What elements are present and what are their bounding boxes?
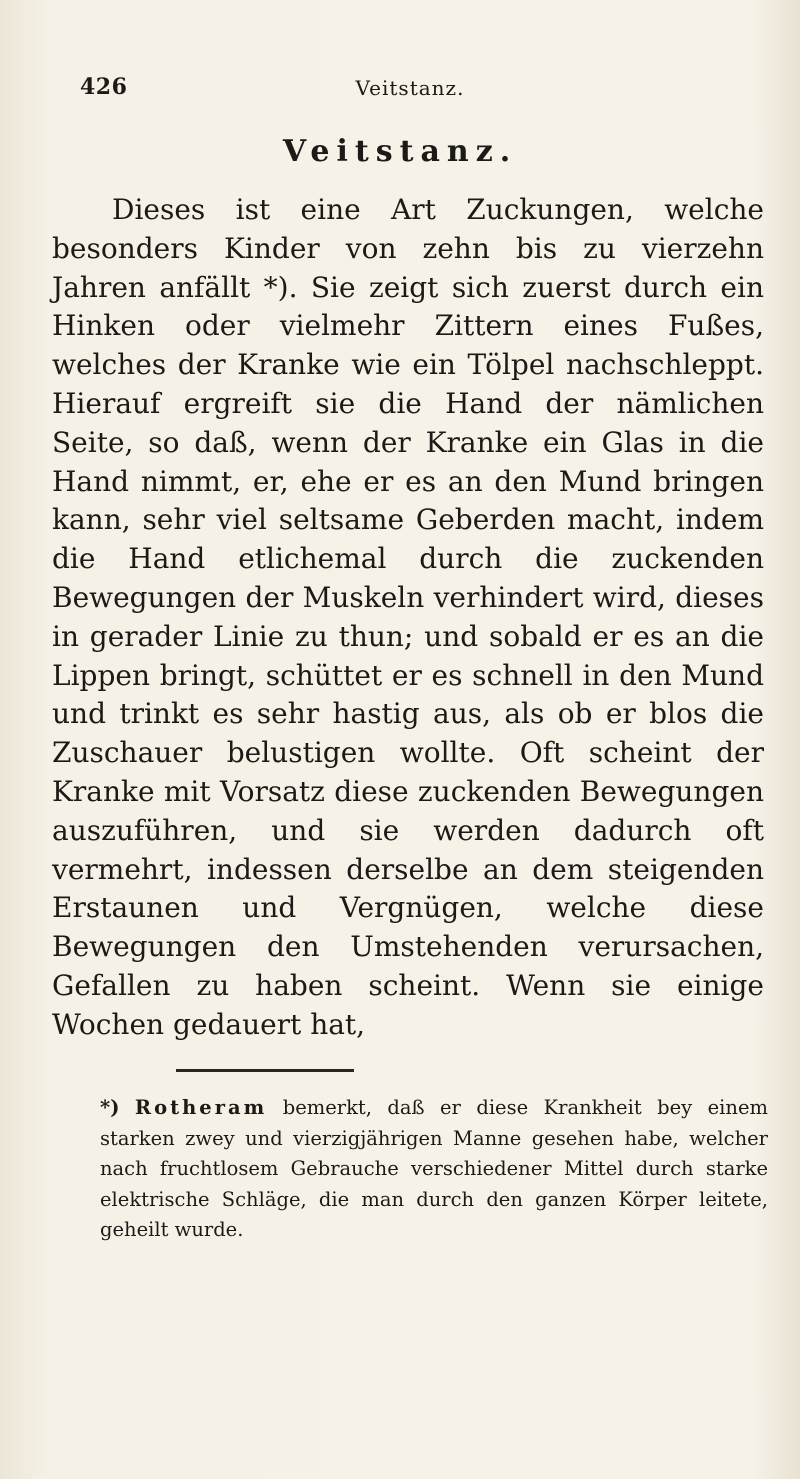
page-number: 426 bbox=[80, 74, 128, 100]
body-text bbox=[52, 191, 764, 1045]
page-header bbox=[80, 74, 740, 104]
section-title: Veitstanz. bbox=[282, 134, 518, 169]
running-head: Veitstanz. bbox=[355, 76, 465, 100]
footnote-mark: *) bbox=[100, 1096, 120, 1119]
footnote bbox=[100, 1093, 768, 1246]
body-paragraph: Dieses ist eine Art Zuckungen, welche besonders Kinder von zehn bis zu vierzehn Jahren anfällt *). Sie zeigt sich zuerst durch ein Hinken oder vielmehr Zittern eines Fußes, welches der Kranke wie ein Tölpel nachschleppt. Hierauf ergreift sie die Hand der nämlichen Seite, so daß, wenn der Kranke ein Glas in die Hand nimmt, er, ehe er es an den Mund bringen kann, sehr viel seltsame Geberden macht, indem die Hand etlichemal durch die zuckenden Bewegungen der Muskeln verhindert wird, dieses in gerader Linie zu thun; und sobald er es an die Lippen bringt, schüttet er es schnell in den Mund und trinkt es sehr hastig aus, als ob er blos die Zuschauer belustigen wollte. Oft scheint der Kranke mit Vorsatz diese zuckenden Bewegungen auszuführen, und sie werden dadurch oft vermehrt, indessen derselbe an dem steigenden Erstaunen und Vergnügen, welche diese Bewegungen den Umstehenden verursachen, Gefallen zu haben scheint. Wenn sie einige Wochen gedauert hat, bbox=[52, 193, 764, 1041]
footnote-text: bemerkt, daß er diese Krankheit bey einem starken zwey und vierzigjährigen Manne gesehen habe, welcher nach fruchtlosem Gebrauche verschiedener Mittel durch starke elektrische Schläge, die man durch den ganzen Körper leitete, geheilt wurde. bbox=[100, 1096, 769, 1241]
footnote-rule bbox=[176, 1069, 354, 1072]
footnote-author: Rotheram bbox=[134, 1096, 268, 1119]
